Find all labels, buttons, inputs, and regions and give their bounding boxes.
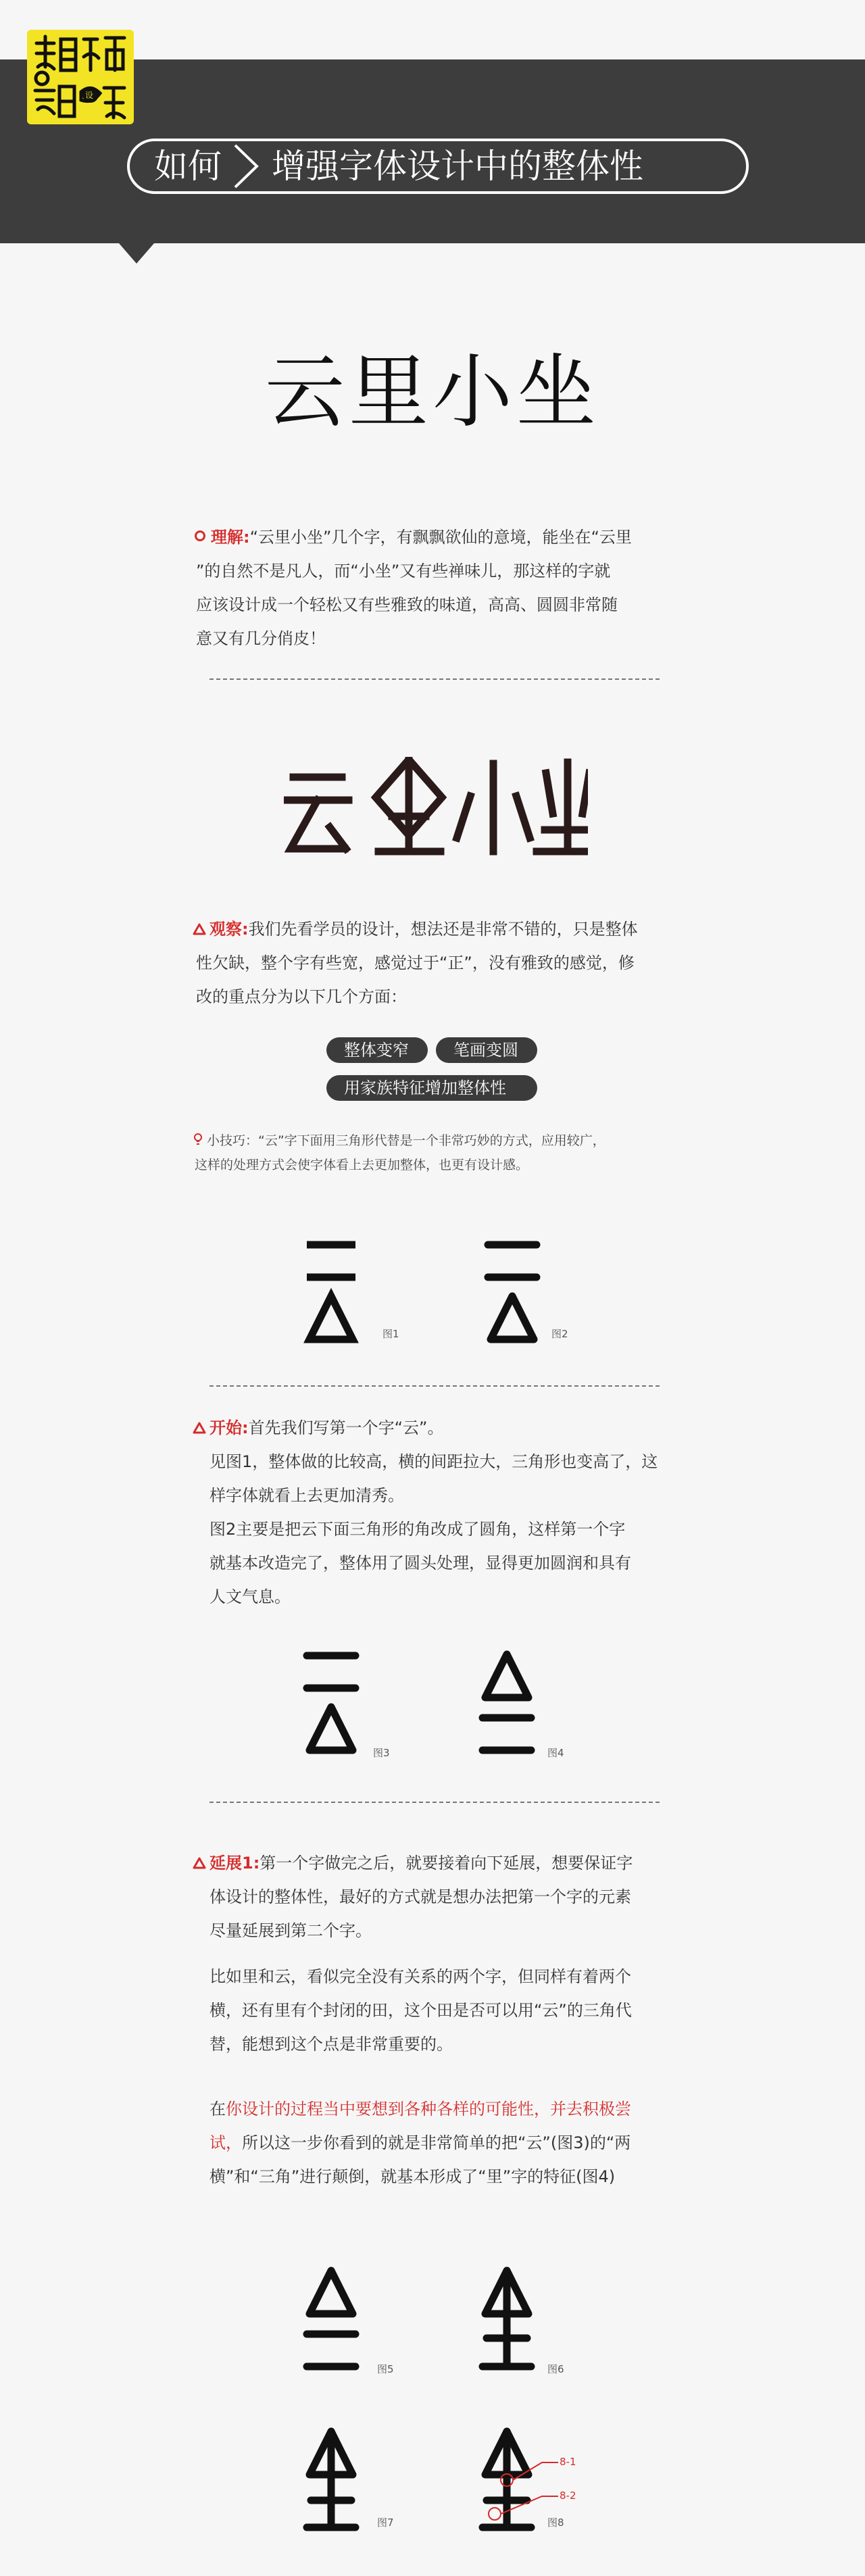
circle-bullet-icon	[195, 530, 205, 541]
understand-rest	[196, 554, 662, 655]
figure-2-glyph	[483, 1238, 543, 1346]
logo	[27, 30, 134, 124]
tag-round-strokes: 笔画变圆	[436, 1037, 537, 1063]
tip-line-1: 小技巧：“云”字下面用三角形代替是一个非常巧妙的方式，应用较广，	[207, 1133, 606, 1148]
observe-label: 观察:	[209, 920, 249, 939]
figure-8-label: 图8	[547, 2517, 564, 2529]
start-line-1: 见图1，整体做的比较高，横的间距拉大，三角形也变高了，这	[209, 1452, 658, 1471]
extend-paragraph	[209, 1846, 676, 1880]
annotation-8-2: 8-2	[560, 2490, 576, 2502]
title-pill	[127, 139, 749, 194]
extend-label: 延展1:	[209, 1854, 260, 1873]
extend-line-1: 体设计的整体性，最好的方式就是想办法把第一个字的元素	[209, 1887, 631, 1906]
tip-text	[207, 1129, 680, 1153]
start-label: 开始:	[209, 1418, 249, 1437]
figure-5-glyph	[301, 2265, 362, 2373]
tag-narrow: 整体变窄	[326, 1037, 428, 1063]
start-line-5: 人文气息。	[209, 1587, 291, 1606]
figure-7-label: 图7	[377, 2517, 394, 2529]
start-rest	[209, 1445, 676, 1614]
observe-rest	[196, 946, 662, 1014]
tip-text-2	[195, 1153, 668, 1177]
extend-rest	[209, 1880, 676, 1948]
figure-3-label: 图3	[373, 1747, 390, 1759]
observe-paragraph	[209, 912, 676, 946]
extend-line-0: 第一个字做完之后，就要接着向下延展，想要保证字	[260, 1854, 633, 1873]
annotation-8-1: 8-1	[560, 2456, 576, 2468]
extend-paragraph-2	[209, 1960, 676, 2061]
figure-6-glyph	[477, 2265, 538, 2373]
figure-1-label: 图1	[382, 1328, 399, 1340]
triangle-bullet-icon	[192, 922, 207, 936]
start-line-4: 就基本改造完了，整体用了圆头处理，显得更加圆润和具有	[209, 1554, 631, 1572]
figure-2-label: 图2	[551, 1328, 568, 1340]
tag-family-feature: 用家族特征增加整体性	[326, 1075, 537, 1101]
start-line-3: 图2主要是把云下面三角形的角改成了圆角，这样第一个字	[209, 1520, 626, 1539]
start-paragraph	[209, 1411, 676, 1445]
understand-line-3: 意又有几分俏皮！	[196, 629, 326, 648]
start-line-2: 样字体就看上去更加清秀。	[209, 1486, 404, 1505]
observe-line-1: 性欠缺，整个字有些宽，感觉过于“正”，没有雅致的感觉，修	[196, 953, 635, 972]
understand-paragraph	[211, 520, 670, 554]
figure-4-label: 图4	[547, 1747, 564, 1759]
figure-1-glyph	[301, 1238, 362, 1346]
understand-line-2: 应该设计成一个轻松又有些雅致的味道，高高、圆圆非常随	[196, 595, 618, 614]
extend-p2-line-1: 比如里和云，看似完全没有关系的两个字，但同样有着两个	[209, 1967, 631, 1986]
figure-3-glyph	[301, 1649, 362, 1757]
extend-p2-line-2: 横，还有里有个封闭的田，这个田是否可以用“云”的三角代	[209, 2001, 632, 2020]
understand-line-0: “云里小坐”几个字，有飘飘欲仙的意境，能坐在“云里	[249, 528, 632, 547]
extend-p3-pre: 在	[209, 2100, 226, 2119]
extend-p3-rest-1: 所以这一步你看到的就是非常简单的把“云”(图3)的“两	[242, 2133, 631, 2152]
divider	[209, 1802, 660, 1803]
figure-7-glyph	[301, 2426, 362, 2534]
understand-line-1: ”的自然不是凡人，而“小坐”又有些禅味儿，那这样的字就	[196, 562, 611, 580]
header-notch	[119, 243, 154, 264]
extend-p3-red-b: 试，	[209, 2133, 242, 2152]
observe-line-2: 改的重点分为以下几个方面：	[196, 987, 407, 1006]
main-title: 云里小坐	[264, 345, 600, 439]
extend-line-2: 尽量延展到第二个字。	[209, 1921, 372, 1940]
divider	[209, 678, 660, 680]
chevron-right-icon	[231, 144, 261, 189]
divider	[209, 1385, 660, 1387]
page-heading: 增强字体设计中的整体性	[272, 147, 643, 186]
extend-paragraph-3	[209, 2092, 676, 2194]
logo-glyph	[27, 30, 134, 124]
lightbulb-icon	[193, 1133, 203, 1147]
title-prefix: 如何	[154, 147, 222, 186]
svg-text:设: 设	[85, 91, 94, 100]
figure-6-label: 图6	[547, 2363, 564, 2375]
understand-label: 理解:	[211, 528, 250, 547]
extend-p3-rest-2: 横”和“三角”进行颠倒，就基本形成了“里”字的特征(图4)	[209, 2167, 616, 2186]
triangle-bullet-icon	[192, 1421, 207, 1435]
student-design-glyphs	[284, 757, 588, 858]
triangle-bullet-icon	[192, 1856, 207, 1870]
start-line-0: 首先我们写第一个字“云”。	[248, 1418, 444, 1437]
figure-4-glyph	[477, 1649, 538, 1757]
extend-p3-red-a: 你设计的过程当中要想到各种各样的可能性，并去积极尝	[226, 2100, 631, 2119]
extend-p2-line-3: 替，能想到这个点是非常重要的。	[209, 2035, 453, 2054]
observe-line-0: 我们先看学员的设计，想法还是非常不错的，只是整体	[248, 920, 638, 939]
figure-5-label: 图5	[377, 2363, 394, 2375]
tip-line-2: 这样的处理方式会使字体看上去更加整体，也更有设计感。	[195, 1158, 529, 1172]
